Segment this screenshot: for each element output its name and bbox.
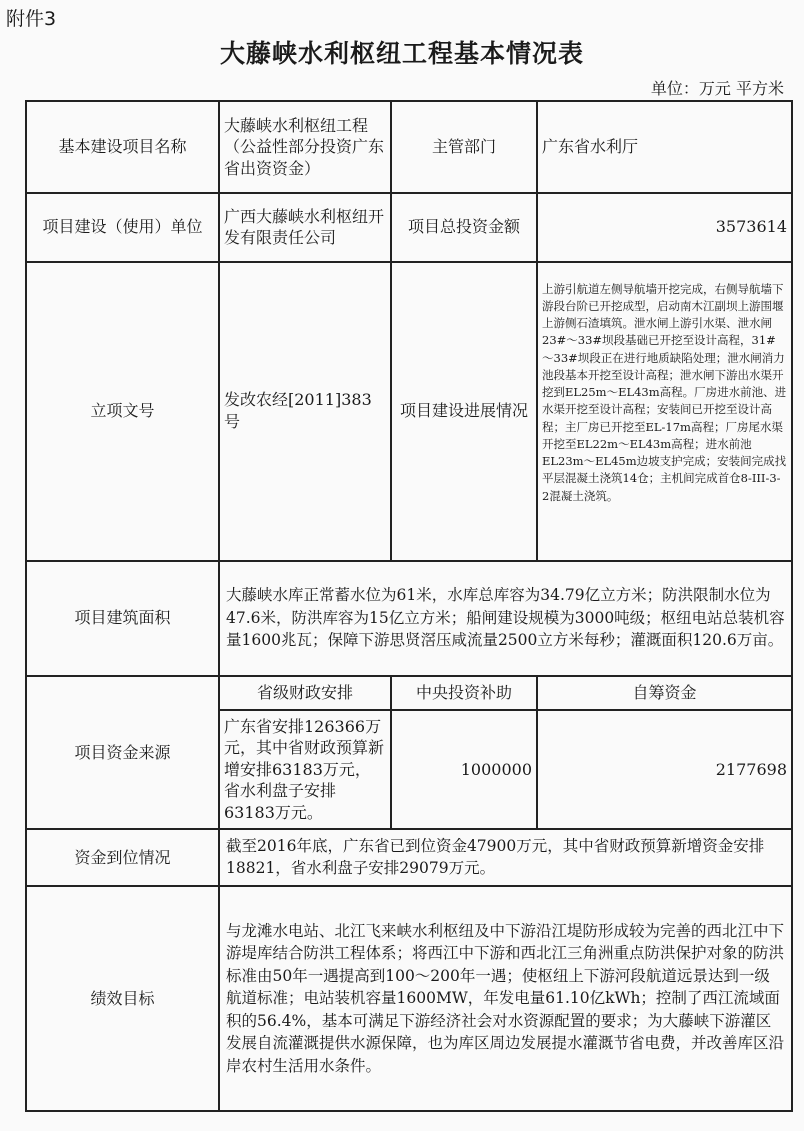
approval-value: 发改农经[2011]383号: [219, 262, 391, 561]
funding-col-provincial: 省级财政安排: [219, 676, 391, 710]
dept-value: 广东省水利厅: [537, 101, 792, 193]
project-name-value: 大藤峡水利枢纽工程（公益性部分投资广东省出资资金）: [219, 101, 391, 193]
table-row: [26, 193, 792, 262]
approval-label: 立项文号: [26, 262, 219, 561]
table-row: [26, 561, 792, 676]
invest-label: 项目总投资金额: [391, 193, 537, 262]
builder-value: 广西大藤峡水利枢纽开发有限责任公司: [219, 193, 391, 262]
table-row: [26, 886, 792, 1111]
funding-label: 项目资金来源: [26, 676, 219, 830]
project-name-label: 基本建设项目名称: [26, 101, 219, 193]
funding-self-value: 2177698: [537, 710, 792, 829]
funding-provincial-value: 广东省安排126366万元，其中省财政预算新增安排63183万元，省水利盘子安排63183万元。: [219, 710, 391, 829]
invest-value: 3573614: [537, 193, 792, 262]
table-row: [26, 101, 792, 193]
arrival-label: 资金到位情况: [26, 829, 219, 886]
attachment-label: 附件3: [6, 8, 57, 30]
progress-value: 上游引航道左侧导航墙开挖完成，右侧导航墙下游段台阶已开挖成型，启动南木江副坝上游围堰上游侧石渣填筑。泄水闸上游引水渠、泄水闸23#～33#坝段基础已开挖至设计高程，31#～33#坝段正在进行地质缺陷处理；泄水闸消力池段基本开挖至设计高程；泄水闸下游出水渠开挖到EL25m～EL43m高程。厂房进水前池、进水渠开挖至设计高程；安装间已开挖至设计高程；主厂房已开挖至EL-17m高程；厂房尾水渠开挖至EL22m～EL43m高程；进水前池EL23m～EL45m边坡支护完成；安装间完成找平层混凝土浇筑14仓；主机间完成首仓8-III-3-2混凝土浇筑。: [537, 262, 792, 561]
area-value: 大藤峡水库正常蓄水位为61米，水库总库容为34.79亿立方米；防洪限制水位为47.6米，防洪库容为15亿立方米；船闸建设规模为3000吨级；枢纽电站总装机容量1600兆瓦；保障下游思贤滘压咸流量2500立方米每秒；灌溉面积120.6万亩。: [219, 561, 792, 676]
area-label: 项目建筑面积: [26, 561, 219, 676]
progress-label: 项目建设进展情况: [391, 262, 537, 561]
goal-value: 与龙滩水电站、北江飞来峡水利枢纽及中下游沿江堤防形成较为完善的西北江中下游堤库结合防洪工程体系；将西江中下游和西北江三角洲重点防洪保护对象的防洪标准由50年一遇提高到100～200年一遇；使枢纽上下游河段航道远景达到一级航道标准；电站装机容量1600MW，年发电量61.10亿kWh；控制了西江流域面积的56.4%，基本可满足下游经济社会对水资源配置的要求；为大藤峡下游灌区发展自流灌溉提供水源保障，也为库区周边发展提水灌溉节省电费，并改善库区沿岸农村生活用水条件。: [219, 886, 792, 1111]
funding-col-self: 自筹资金: [537, 676, 792, 710]
table-row: [26, 829, 792, 886]
table-row: [26, 676, 792, 710]
funding-central-value: 1000000: [391, 710, 537, 829]
unit-label: 单位：万元 平方米: [650, 79, 784, 98]
funding-col-central: 中央投资补助: [391, 676, 537, 710]
arrival-value: 截至2016年底，广东省已到位资金47900万元，其中省财政预算新增资金安排18821，省水利盘子安排29079万元。: [219, 829, 792, 886]
builder-label: 项目建设（使用）单位: [26, 193, 219, 262]
page-title: 大藤峡水利枢纽工程基本情况表: [219, 39, 584, 68]
dept-label: 主管部门: [391, 101, 537, 193]
info-table: [25, 100, 793, 1112]
table-row: [26, 262, 792, 561]
goal-label: 绩效目标: [26, 886, 219, 1111]
